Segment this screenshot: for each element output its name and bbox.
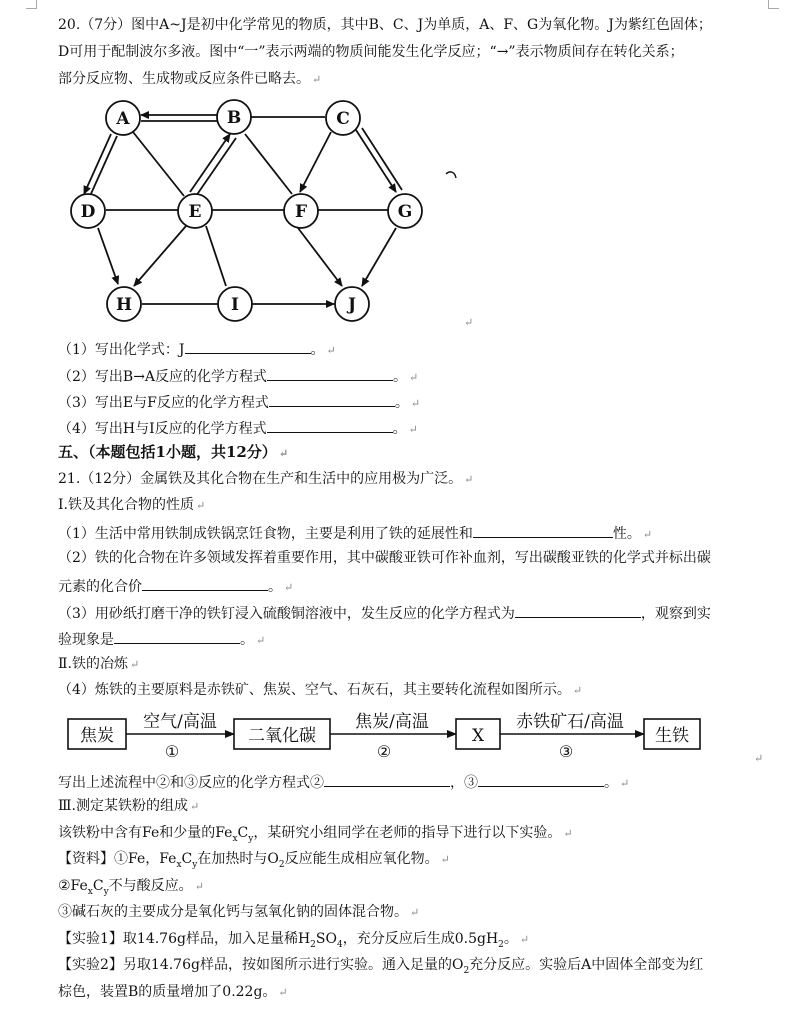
q21-data-3: ③碱石灰的主要成分是氧化钙与氢氧化钠的固体混合物。 ↵	[58, 904, 420, 920]
answer-blank[interactable]	[478, 771, 604, 787]
flow-arrow-3-label: 赤铁矿石/高温	[516, 712, 624, 732]
answer-blank[interactable]	[269, 391, 395, 407]
q21-sub2-line1: （2）铁的化合物在许多领域发挥着重要作用，其中碳酸亚铁可作补血剂，写出碳酸亚铁的化学式并标出碳	[58, 550, 711, 566]
q21-part-ii: Ⅱ.铁的冶炼 ↵	[58, 656, 140, 672]
q20-line-1: 20.（7分）图中A~J是初中化学常见的物质，其中B、C、J为单质，A、F、G为氧化物。J为紫红色固体；	[58, 17, 712, 33]
crop-mark-right	[768, 0, 779, 9]
edge-c-to-f	[300, 132, 331, 192]
node-g-label: G	[397, 202, 413, 222]
edge-c-to-g	[356, 130, 396, 192]
q21-sub4: （4）炼铁的主要原料是赤铁矿、焦炭、空气、石灰石，其主要转化流程如图所示。 ↵	[58, 682, 583, 698]
edge-f-to-j	[298, 228, 342, 286]
flow-return-mark: ↵	[754, 752, 764, 765]
answer-blank[interactable]	[515, 602, 641, 618]
diagram-return-mark: ↵	[464, 316, 474, 329]
q21-part-iii: Ⅲ.测定某铁粉的组成 ↵	[58, 798, 200, 814]
answer-blank[interactable]	[185, 338, 311, 354]
q21-sub3-line2: 验现象是 。 ↵	[58, 628, 265, 651]
q20-line-3: 部分反应物、生成物或反应条件已略去。 ↵	[58, 71, 322, 87]
flow-box-2-label: 二氧化碳	[248, 726, 316, 746]
q20-sub2: （2）写出B→A反应的化学方程式 。 ↵	[58, 365, 418, 388]
q20-sub4: （4）写出H与I反应的化学方程式 。 ↵	[58, 417, 418, 440]
node-a-label: A	[116, 109, 130, 129]
stray-mark	[446, 172, 456, 178]
node-f-label: F	[294, 202, 308, 222]
q21-sub2-line2: 元素的化合价 。 ↵	[58, 575, 293, 598]
q21-intro: 21.（12分）金属铁及其化合物在生产和生活中的应用极为广泛。 ↵	[58, 471, 474, 487]
edge-d-to-h	[98, 228, 118, 284]
flow-box-3-label: X	[471, 726, 485, 746]
answer-blank[interactable]	[267, 365, 393, 381]
edge-b-f	[245, 134, 292, 194]
answer-blank[interactable]	[114, 628, 240, 644]
iron-smelting-flowchart	[60, 705, 750, 767]
answer-blank[interactable]	[324, 771, 450, 787]
edge-a-e	[133, 132, 184, 196]
q21-eq-prompt: 写出上述流程中②和③反应的化学方程式② ，③ 。 ↵	[58, 771, 629, 794]
answer-blank[interactable]	[142, 575, 268, 591]
crop-mark-left	[26, 0, 37, 9]
edge-e-to-b-2	[196, 138, 236, 196]
flow-arrow-1-number: ①	[164, 742, 180, 761]
node-j-label: J	[347, 295, 357, 315]
q21-data-1: 【资料】①Fe，$Fe_xC_y$在加热时与$O_2$反应能生成相应氧化物。 ↵	[58, 851, 450, 870]
q21-data-2: $②Fe_xC_y$不与酸反应。 ↵	[58, 878, 204, 897]
flow-box-4-label: 生铁	[655, 726, 689, 746]
q21-desc: 该铁粉中含有Fe和少量的$Fe_xC_y$，某研究小组同学在老师的指导下进行以下实验。 ↵	[58, 825, 573, 844]
node-i-label: I	[231, 295, 239, 315]
edge-c-to-g-2	[362, 128, 402, 190]
flow-arrow-2-number: ②	[376, 742, 392, 761]
edge-a-to-d-2	[90, 136, 117, 196]
q21-sub1: （1）生活中常用铁制成铁锅烹饪食物，主要是利用了铁的延展性和 性。 ↵	[58, 522, 652, 545]
flow-box-1-label: 焦炭	[80, 726, 114, 746]
node-c-label: C	[336, 109, 350, 129]
edge-e-to-h	[134, 226, 186, 286]
flow-arrow-2-label: 焦炭/高温	[355, 712, 429, 732]
edge-a-to-d	[84, 134, 111, 194]
answer-blank[interactable]	[473, 522, 613, 538]
node-b-label: B	[226, 108, 242, 128]
node-d-label: D	[80, 202, 96, 222]
q21-sub3-line1: （3）用砂纸打磨干净的铁钉浸入硫酸铜溶液中，发生反应的化学方程式为 ，观察到实	[58, 602, 711, 624]
q20-sub1: （1）写出化学式：J 。 ↵	[58, 338, 336, 361]
edge-g-to-j	[362, 228, 396, 286]
q21-part-i: I.铁及其化合物的性质 ↵	[58, 497, 206, 513]
flow-arrow-1-label: 空气/高温	[143, 712, 217, 732]
edge-e-i	[206, 226, 226, 286]
q21-experiment-2-line1: 【实验2】另取14.76g样品，按如图所示进行实验。通入足量的$O_2$充分反应。实验后A中固体全部变为红	[58, 957, 704, 976]
edge-e-to-b	[190, 134, 230, 192]
node-e-label: E	[188, 202, 202, 222]
section-5-heading: 五、（本题包括1小题，共12分） ↵	[58, 443, 289, 461]
q20-line-2: D可用于配制波尔多液。图中“一”表示两端的物质间能发生化学反应；“→”表示物质间存在转化关系；	[58, 44, 684, 60]
answer-blank[interactable]	[267, 417, 393, 433]
q21-experiment-1: 【实验1】取14.76g样品，加入足量稀$H_2SO_4$，充分反应后生成$0.5gH_2$。 ↵	[58, 931, 530, 950]
node-h-label: H	[115, 295, 133, 315]
flow-arrow-3-number: ③	[558, 742, 574, 761]
q20-sub3: （3）写出E与F反应的化学方程式 。 ↵	[58, 391, 420, 414]
q21-experiment-2-line2: 棕色，装置B的质量增加了0.22g。 ↵	[58, 984, 288, 1000]
q20-relationship-diagram	[66, 96, 476, 332]
